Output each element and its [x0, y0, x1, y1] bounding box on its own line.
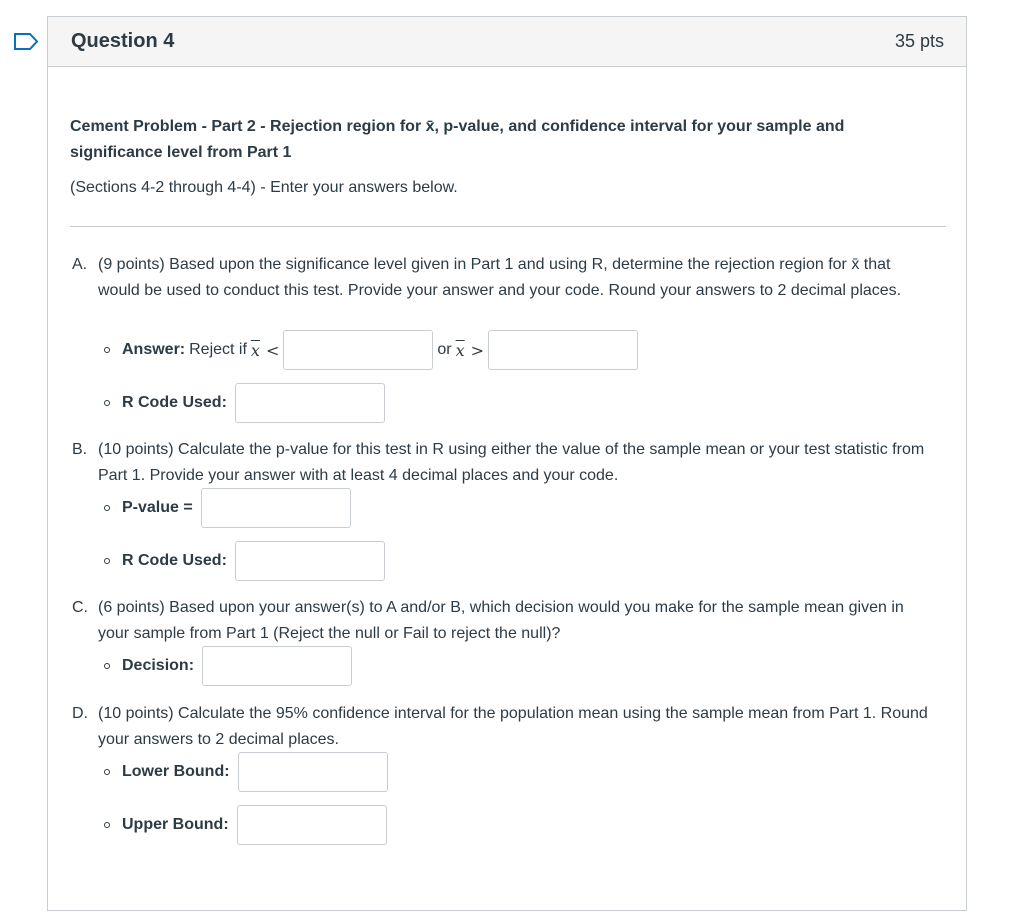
upper-bound-label: Upper Bound:: [122, 816, 229, 833]
decision-row: [104, 646, 356, 686]
part-c-text: (6 points) Based upon your answer(s) to A and/or B, which decision would you make for the sample mean given in your sample from Part 1 (Reject the null or Fail to reject the null)?: [98, 599, 904, 642]
flag-icon[interactable]: [14, 33, 38, 50]
xbar-symbol: $\overline{x}$: [250, 340, 260, 360]
upper-reject-input[interactable]: [488, 330, 638, 370]
bullet-icon: [104, 769, 110, 775]
code-b-label: R Code Used:: [122, 552, 227, 569]
divider: [70, 226, 946, 227]
part-b-letter: B.: [72, 441, 88, 458]
bullet-icon: [104, 663, 110, 669]
part-d-text: (10 points) Calculate the 95% confidence interval for the population mean using the sample mean from Part 1. Round your answers to 2 decimal places.: [98, 705, 928, 748]
question-card: [47, 16, 967, 911]
part-d: [72, 701, 932, 753]
question-title: Question 4: [71, 30, 175, 52]
lower-reject-input[interactable]: [283, 330, 433, 370]
lower-bound-label: Lower Bound:: [122, 763, 230, 780]
decision-input[interactable]: [202, 646, 352, 686]
answer-row: [104, 330, 642, 370]
part-b: [72, 437, 932, 489]
bullet-icon: [104, 558, 110, 564]
or-text: or: [437, 341, 452, 358]
upper-bound-row: [104, 805, 391, 845]
bullet-icon: [104, 400, 110, 406]
reject-if-text: Reject if: [189, 341, 247, 358]
question-points: 35 pts: [894, 31, 944, 51]
bullet-icon: [104, 347, 110, 353]
part-b-text: (10 points) Calculate the p-value for this test in R using either the value of the sample mean or your test statistic from Part 1. Provide your answer with at least 4 decimal places and your code.: [98, 441, 925, 484]
code-a-input[interactable]: [235, 383, 385, 423]
bullet-icon: [104, 505, 110, 511]
pvalue-input[interactable]: [201, 488, 351, 528]
sections-note: (Sections 4-2 through 4-4) - Enter your answers below.: [70, 179, 458, 196]
answer-label: Answer:: [122, 341, 186, 358]
greater-than-symbol: >: [470, 340, 485, 360]
part-a-letter: A.: [72, 256, 88, 273]
less-than-symbol: <: [265, 340, 280, 360]
lower-bound-row: [104, 752, 392, 792]
part-c: [72, 595, 932, 647]
part-a: [72, 252, 932, 304]
code-a-label: R Code Used:: [122, 394, 227, 411]
decision-label: Decision:: [122, 657, 195, 674]
part-c-letter: C.: [72, 599, 88, 616]
question-header: [48, 17, 966, 67]
pvalue-label: P-value =: [122, 499, 193, 516]
code-b-row: [104, 541, 389, 581]
xbar-symbol: $\overline{x}$: [455, 340, 465, 360]
code-b-input[interactable]: [235, 541, 385, 581]
part-d-letter: D.: [72, 705, 88, 722]
lower-bound-input[interactable]: [238, 752, 388, 792]
part-a-text: (9 points) Based upon the significance level given in Part 1 and using R, determine the rejection region for x̄ that would be used to conduct this test. Provide your answer and your code. Round your answers to 2 decimal places.: [98, 256, 902, 299]
intro-title: Cement Problem - Part 2 - Rejection region for x̄, p-value, and confidence interval for your sample and significance level from Part 1: [70, 118, 845, 161]
pvalue-row: [104, 488, 355, 528]
code-a-row: [104, 383, 389, 423]
upper-bound-input[interactable]: [237, 805, 387, 845]
bullet-icon: [104, 822, 110, 828]
